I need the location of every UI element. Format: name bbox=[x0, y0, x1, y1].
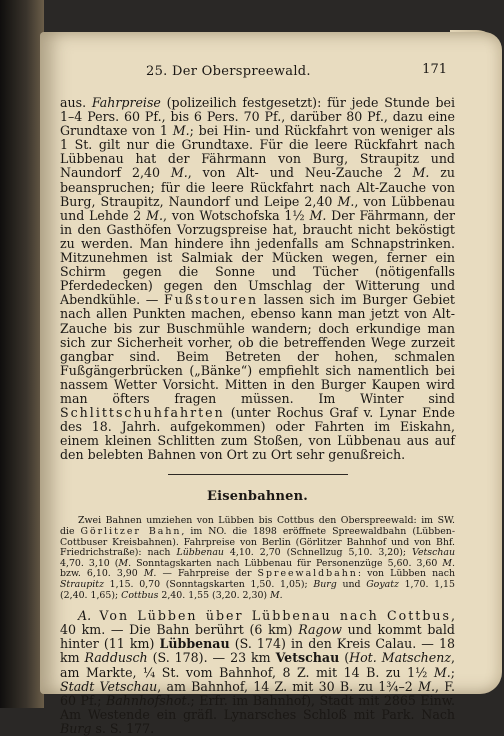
text-run: Fußstouren bbox=[164, 292, 259, 308]
page-text bbox=[60, 60, 455, 736]
text-run: Schlittschuhfahrten bbox=[60, 405, 225, 421]
text-run: Spreewaldbahn bbox=[257, 568, 358, 580]
page-number: 171 bbox=[422, 62, 447, 77]
text-run: Stadt Vetschau bbox=[60, 678, 158, 694]
running-head bbox=[60, 60, 455, 86]
text-run: und bbox=[336, 579, 367, 590]
text-run: Cottbus bbox=[121, 589, 159, 601]
section-divider bbox=[168, 474, 348, 475]
paragraph-route-luebben-cottbus bbox=[60, 609, 455, 736]
text-run: Von Lübben über Lübbenau nach Cottbus bbox=[91, 608, 451, 624]
text-run: Der Fährmann, der in den Gasthöfen Vorzugspreise hat, braucht nicht beköstigt zu werden. Man hindere ihn jedenfalls am Schnapstrinken. Mitzunehmen ist Salmiak der Mücken wegen, ferner ein Schirm gegen die Sonne und Tücher (nötigenfalls Pferdedecken) gegen den Umschlag der Witterung und Abendkühle. — bbox=[60, 207, 456, 308]
text-run: , im NO. die 1898 eröffnete Spreewaldbahn (Lübben-Cottbuser Kreisbahnen). Fahrpreise von Berlin (Görlitzer Bahnhof und von Bhf. Friedrichstraße): nach bbox=[60, 526, 455, 559]
text-run: ; Erfr. im Bahnhof), Stadt mit 2865 Einw. Am Westende ein gräfl. Lynarsches Schloß mit Park. Nach bbox=[60, 692, 455, 722]
text-run: , von Alt- und Neu-Zauche 2 bbox=[187, 165, 413, 181]
text-run: (polizeilich festgesetzt): für jede Stunde bei 1–4 Pers. 60 Pf., bis 6 Pers. 70 Pf., darüber 80 Pf., dazu eine Grundtaxe von 1 bbox=[60, 95, 455, 139]
text-run: Ragow bbox=[298, 622, 342, 638]
text-run: Bahnhofshot. bbox=[105, 692, 191, 708]
text-run: Vetschau bbox=[275, 650, 340, 666]
text-run: Burg bbox=[60, 720, 92, 736]
text-run: Hot. Matschenz bbox=[349, 650, 451, 666]
text-run: und kommt bald hinter (11 km) bbox=[60, 622, 455, 652]
text-run: Vetschau bbox=[412, 547, 455, 559]
text-run: M. bbox=[172, 123, 190, 139]
text-run: Raddusch bbox=[84, 650, 148, 666]
text-run: ; bbox=[450, 664, 455, 680]
text-run: M. bbox=[118, 557, 132, 569]
text-run: aus. bbox=[60, 95, 92, 110]
chapter-title: 25. Der Oberspreewald. bbox=[146, 64, 311, 79]
text-run: 4,70. 3,10 ( bbox=[60, 557, 119, 569]
text-run: M. bbox=[309, 207, 327, 223]
text-run: Fahrpreise bbox=[91, 95, 161, 110]
text-run: (S. 174) in den Kreis Calau. — 18 km bbox=[60, 636, 456, 666]
text-run: M. bbox=[146, 207, 164, 223]
text-run: s. S. 177. bbox=[91, 720, 155, 736]
text-run: , von Lübbenau und Lehde 2 bbox=[60, 193, 455, 223]
text-run: : von Lübben nach bbox=[357, 568, 456, 580]
text-run: Zwei Bahnen umziehen von Lübben bis Cottbus den Oberspreewald: im SW. die bbox=[60, 515, 455, 538]
text-run: (S. 178). — 23 km bbox=[147, 650, 276, 666]
text-run: — Fahrpreise der bbox=[156, 568, 258, 580]
text-run: ( bbox=[339, 650, 350, 666]
text-run: 4,10. 2,70 (Schnellzug 5,10. 3,20); bbox=[223, 547, 413, 559]
text-run: Sonntagskarten nach Lübbenau für Personenzüge 5,60. 3,60 bbox=[131, 557, 443, 569]
book-spine-shadow bbox=[0, 0, 44, 708]
paragraph-railways-fares bbox=[60, 516, 455, 601]
text-run: 1,70. 1,15 (2,40. 1,65); bbox=[60, 579, 455, 601]
text-run: M. bbox=[143, 568, 157, 580]
text-run: Görlitzer Bahn bbox=[80, 526, 182, 538]
text-run: lassen sich im Burger Gebiet nach allen Punkten machen, ebenso kann man jetzt von Alt-Zauche bis zur Buschmühle wandern; doch erkundige man sich zur Sicherheit vorher, ob die betreffenden Wege zurzeit gangbar sind. Beim Betreten der hohen, schmalen Fußgängerbrücken („Bänke“) empfiehlt sich namentlich bei nassem Wetter Vorsicht. Mitten in den Burger Kaupen wird man öfters fragen müssen. Im Winter sind bbox=[60, 292, 455, 406]
text-run: A. bbox=[78, 608, 92, 624]
text-run: (unter Rochus Graf v. Lynar Ende des 18. Jahrh. aufgekommen) oder Fahrten im Eiskahn, einem kleinen Schlitten zum Stoßen, von Lübbenau aus auf den belebten Bahnen von Ort zu Ort sehr genußreich. bbox=[60, 405, 455, 463]
paragraph-fares-and-tours bbox=[60, 96, 455, 462]
text-run: , 40 km. — Die Bahn berührt (6 km) bbox=[60, 608, 455, 638]
text-run: M. bbox=[418, 678, 435, 694]
text-run: , F. 60 Pf.; bbox=[60, 678, 455, 708]
text-run: M. bbox=[337, 193, 355, 209]
text-run: , am Bahnhof, 14 Z. mit 30 B. zu 1¾–2 bbox=[157, 678, 419, 694]
section-heading: Eisenbahnen. bbox=[207, 489, 308, 505]
text-run: Lübbenau bbox=[176, 547, 224, 559]
text-run: zu beanspruchen; für die leere Rückfahrt nach Alt-Zauche von Burg, Straupitz, Naundorf und Leipe 2,40 bbox=[60, 165, 456, 209]
text-run: M. bbox=[412, 165, 430, 181]
text-run: bzw. 6,10. 3,90 bbox=[60, 568, 144, 580]
text-run: Goyatz bbox=[366, 579, 399, 590]
text-run: M. bbox=[170, 165, 188, 181]
text-run: M. bbox=[433, 664, 451, 680]
text-run: M. bbox=[442, 557, 455, 569]
text-run: Straupitz bbox=[60, 579, 105, 590]
text-run: Burg bbox=[313, 579, 337, 590]
text-run: 1,15. 0,70 (Sonntagskarten 1,50. 1,05); bbox=[104, 579, 314, 590]
text-run: 2,40. 1,55 (3,20. 2,30) bbox=[158, 589, 271, 601]
text-run: , am Markte, ¼ St. vom Bahnhof, 8 Z. mit 14 B. zu 1½ bbox=[60, 650, 455, 680]
text-run: , von Wotschofska 1½ bbox=[163, 207, 310, 223]
text-run: ; bei Hin- und Rückfahrt von weniger als 1 St. gilt nur die Grundtaxe. Für die leere Rückfahrt nach Lübbenau hat der Fährmann von Burg, Straupitz und Naundorf 2,40 bbox=[60, 123, 455, 181]
text-run: Lübbenau bbox=[159, 636, 230, 652]
text-run: M. bbox=[270, 589, 283, 601]
